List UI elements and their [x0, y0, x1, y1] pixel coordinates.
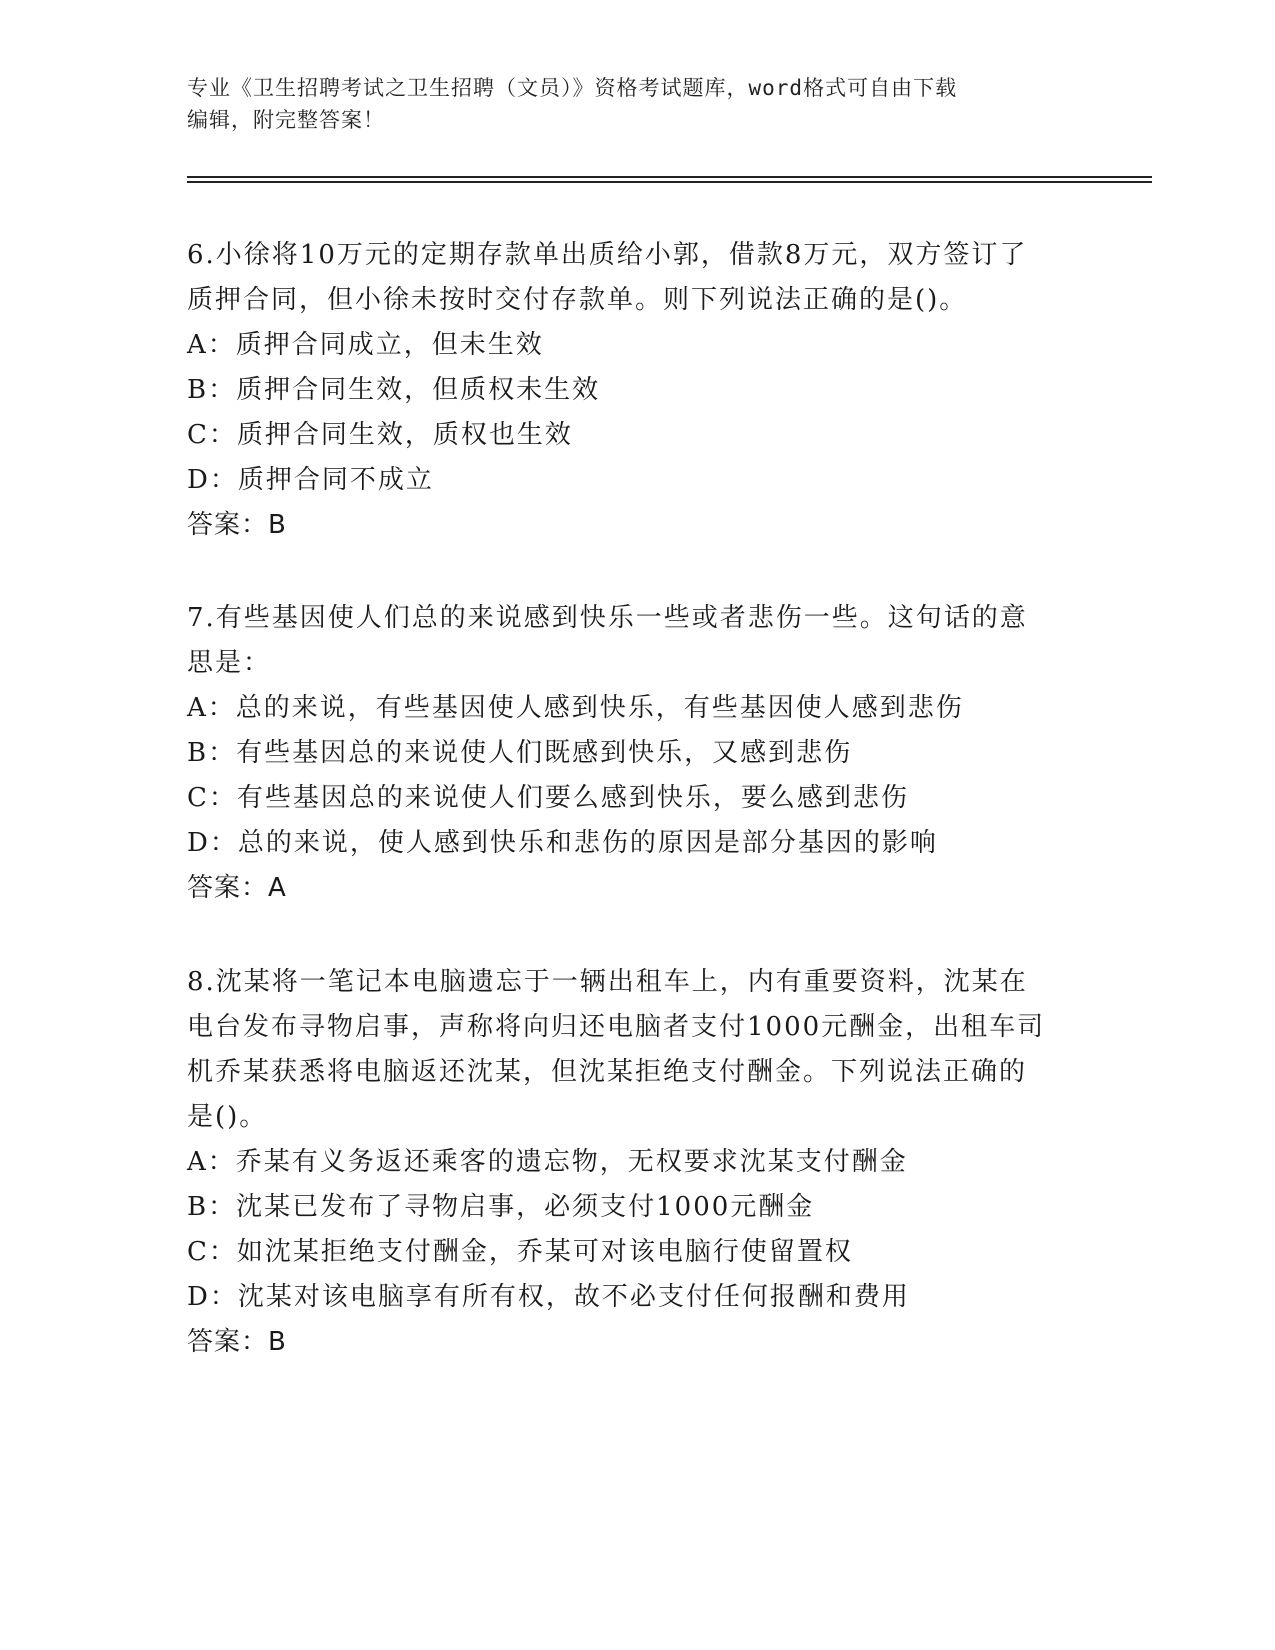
option-d: D：总的来说，使人感到快乐和悲伤的原因是部分基因的影响: [187, 828, 938, 858]
question-6: [187, 233, 1077, 548]
header-line-2: 编辑，附完整答案！: [187, 108, 385, 132]
question-stem-line: 质押合同，但小徐未按时交付存款单。则下列说法正确的是()。: [187, 285, 968, 315]
question-stem-line: 机乔某获悉将电脑返还沈某，但沈某拒绝支付酬金。下列说法正确的: [187, 1057, 1028, 1087]
question-stem-line: 8.沈某将一笔记本电脑遗忘于一辆出租车上，内有重要资料，沈某在: [187, 967, 1028, 997]
answer-label: 答案：A: [187, 873, 287, 903]
option-a: A：总的来说，有些基因使人感到快乐，有些基因使人感到悲伤: [187, 693, 964, 723]
question-7: [187, 596, 1077, 911]
question-stem-line: 是()。: [187, 1102, 268, 1132]
question-stem-line: 7.有些基因使人们总的来说感到快乐一些或者悲伤一些。这句话的意: [187, 603, 1028, 633]
question-stem-line: 思是：: [187, 648, 272, 678]
answer-label: 答案：B: [187, 1327, 287, 1357]
option-d: D：沈某对该电脑享有所有权，故不必支付任何报酬和费用: [187, 1282, 910, 1312]
header-line-1: 专业《卫生招聘考试之卫生招聘（文员）》资格考试题库，word格式可自由下载: [187, 76, 958, 100]
option-b: B：沈某已发布了寻物启事，必须支付1000元酬金: [187, 1192, 815, 1222]
question-stem-line: 电台发布寻物启事，声称将向归还电脑者支付1000元酬金，出租车司: [187, 1012, 1046, 1042]
option-b: B：质押合同生效，但质权未生效: [187, 375, 601, 405]
option-b: B：有些基因总的来说使人们既感到快乐，又感到悲伤: [187, 738, 853, 768]
option-c: C：质押合同生效，质权也生效: [187, 420, 573, 450]
option-a: A：乔某有义务返还乘客的遗忘物，无权要求沈某支付酬金: [187, 1147, 908, 1177]
option-d: D：质押合同不成立: [187, 465, 434, 495]
header-note: [187, 72, 1067, 136]
answer-label: 答案：B: [187, 510, 287, 540]
option-c: C：如沈某拒绝支付酬金，乔某可对该电脑行使留置权: [187, 1237, 853, 1267]
question-8: [187, 960, 1077, 1365]
question-stem-line: 6.小徐将10万元的定期存款单出质给小郭，借款8万元，双方签订了: [187, 240, 1028, 270]
option-a: A：质押合同成立，但未生效: [187, 330, 544, 360]
header-divider-top: [187, 176, 1152, 178]
header-divider-bottom: [187, 181, 1152, 183]
option-c: C：有些基因总的来说使人们要么感到快乐，要么感到悲伤: [187, 783, 909, 813]
